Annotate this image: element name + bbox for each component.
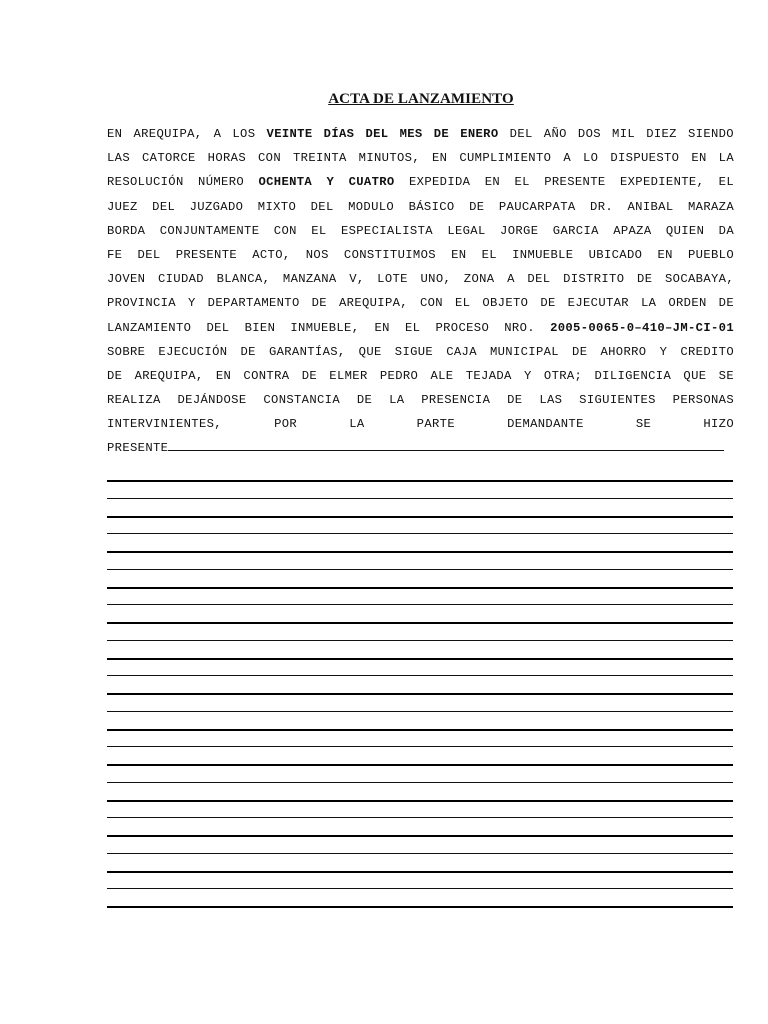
blank-line[interactable] [107,516,733,534]
blank-line[interactable] [107,622,733,640]
paragraph-line [107,122,734,146]
body-text-segment: INTERVINIENTES, POR LA PARTE DEMANDANTE SE HIZO [107,417,734,432]
blank-line[interactable] [107,587,733,605]
paragraph-line [107,243,734,267]
body-text-segment: RESOLUCIÓN NÚMERO [107,175,259,190]
blank-line[interactable] [107,853,733,871]
paragraph-line [107,146,734,170]
paragraph-line [107,340,734,364]
body-text-segment: JOVEN CIUDAD BLANCA, MANZANA V, LOTE UNO, ZONA A DEL DISTRITO DE SOCABAYA, [107,272,734,287]
paragraph-line [107,195,734,219]
presente-line [107,436,734,460]
body-text-segment: PROVINCIA Y DEPARTAMENTO DE AREQUIPA, CON EL OBJETO DE EJECUTAR LA ORDEN DE [107,296,734,311]
blank-line[interactable] [107,746,733,764]
paragraph-line [107,316,734,340]
paragraph-line [107,170,734,194]
fill-in-blank[interactable] [168,439,724,451]
paragraph-line [107,219,734,243]
paragraph-line [107,388,734,412]
body-text-segment: DEL AÑO DOS MIL DIEZ SIENDO [498,127,734,141]
body-text-segment: EN AREQUIPA, A LOS [107,127,267,141]
blank-line[interactable] [107,604,733,622]
blank-line[interactable] [107,711,733,729]
blank-writing-lines [107,480,733,924]
body-text-segment: FE DEL PRESENTE ACTO, NOS CONSTITUIMOS EN EL INMUEBLE UBICADO EN PUEBLO [107,247,734,262]
blank-line[interactable] [107,498,733,516]
blank-line[interactable] [107,871,733,889]
blank-line[interactable] [107,533,733,551]
paragraph-line [107,412,734,436]
paragraph-line [107,291,734,315]
body-text-segment: EXPEDIDA EN EL PRESENTE EXPEDIENTE, EL [394,175,734,190]
blank-line[interactable] [107,551,733,569]
blank-line[interactable] [107,888,733,906]
blank-line[interactable] [107,658,733,676]
blank-line[interactable] [107,764,733,782]
blank-line[interactable] [107,729,733,747]
bold-text: VEINTE DÍAS DEL MES DE ENERO [266,127,499,141]
blank-line[interactable] [107,817,733,835]
paragraph-line [107,267,734,291]
bold-text: 2005-0065-0–410–JM-CI-01 [550,320,734,335]
body-text-segment: REALIZA DEJÁNDOSE CONSTANCIA DE LA PRESENCIA DE LAS SIGUIENTES PERSONAS [107,393,734,408]
body-text-segment: BORDA CONJUNTAMENTE CON EL ESPECIALISTA LEGAL JORGE GARCIA APAZA QUIEN DA [107,223,734,238]
blank-line[interactable] [107,906,733,924]
blank-line[interactable] [107,480,733,498]
blank-line[interactable] [107,675,733,693]
bold-text: OCHENTA Y CUATRO [258,175,395,190]
document-title: ACTA DE LANZAMIENTO [328,91,514,107]
paragraph-line [107,364,734,388]
blank-line[interactable] [107,569,733,587]
body-text-segment: JUEZ DEL JUZGADO MIXTO DEL MODULO BÁSICO DE PAUCARPATA DR. ANIBAL MARAZA [107,199,734,214]
document-body [107,122,734,461]
blank-line[interactable] [107,835,733,853]
body-text-segment: DE AREQUIPA, EN CONTRA DE ELMER PEDRO ALE TEJADA Y OTRA; DILIGENCIA QUE SE [107,368,734,383]
blank-line[interactable] [107,782,733,800]
presente-label: PRESENTE [107,441,169,456]
blank-line[interactable] [107,693,733,711]
blank-line[interactable] [107,800,733,818]
blank-line[interactable] [107,640,733,658]
body-text-segment: LAS CATORCE HORAS CON TREINTA MINUTOS, EN CUMPLIMIENTO A LO DISPUESTO EN LA [107,151,734,166]
body-text-segment: SOBRE EJECUCIÓN DE GARANTÍAS, QUE SIGUE CAJA MUNICIPAL DE AHORRO Y CREDITO [107,344,734,359]
body-text-segment: LANZAMIENTO DEL BIEN INMUEBLE, EN EL PROCESO NRO. [107,320,551,335]
